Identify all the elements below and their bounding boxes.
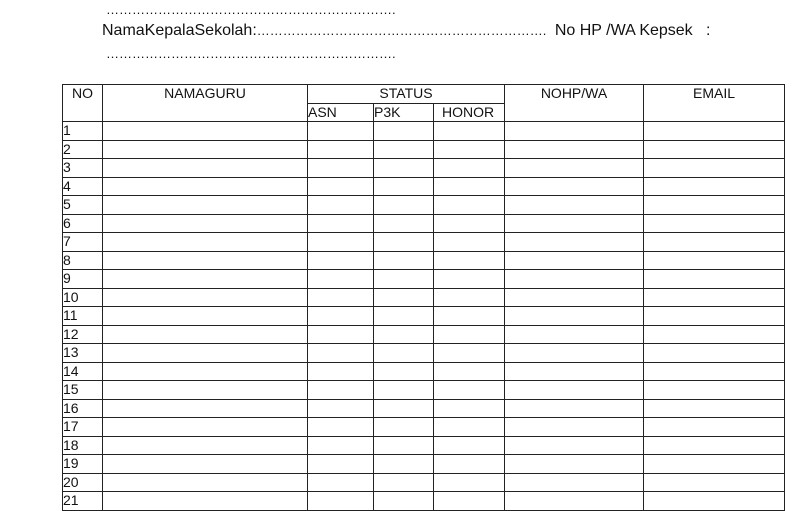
- name-cell[interactable]: [103, 362, 308, 381]
- col-email-header: EMAIL: [644, 85, 785, 122]
- email-cell[interactable]: [644, 418, 785, 437]
- phone-cell[interactable]: [505, 233, 644, 252]
- asn-cell[interactable]: [308, 455, 374, 474]
- asn-cell[interactable]: [308, 140, 374, 159]
- email-cell[interactable]: [644, 325, 785, 344]
- name-cell[interactable]: [103, 399, 308, 418]
- honor-cell[interactable]: [434, 288, 505, 307]
- table-row: [63, 214, 785, 233]
- email-cell[interactable]: [644, 362, 785, 381]
- name-cell[interactable]: [103, 473, 308, 492]
- email-cell[interactable]: [644, 196, 785, 215]
- name-cell[interactable]: [103, 436, 308, 455]
- name-cell[interactable]: [103, 122, 308, 141]
- asn-cell[interactable]: [308, 159, 374, 178]
- name-cell[interactable]: [103, 344, 308, 363]
- table-row: [63, 399, 785, 418]
- email-cell[interactable]: [644, 177, 785, 196]
- p3k-cell[interactable]: [374, 399, 434, 418]
- honor-cell[interactable]: [434, 473, 505, 492]
- row-number: 12: [63, 325, 103, 344]
- honor-cell[interactable]: [434, 214, 505, 233]
- table-row: [63, 381, 785, 400]
- name-cell[interactable]: [103, 418, 308, 437]
- table-row: [63, 455, 785, 474]
- row-number: 9: [63, 270, 103, 289]
- top-dotted-line: ………………………………………………………….: [106, 2, 396, 17]
- table-row: [63, 140, 785, 159]
- email-cell[interactable]: [644, 492, 785, 511]
- email-cell[interactable]: [644, 251, 785, 270]
- phone-cell[interactable]: [505, 251, 644, 270]
- principal-phone-colon: :: [706, 22, 711, 39]
- phone-cell[interactable]: [505, 196, 644, 215]
- table-row: [63, 418, 785, 437]
- phone-cell[interactable]: [505, 159, 644, 178]
- phone-cell[interactable]: [505, 270, 644, 289]
- p3k-cell[interactable]: [374, 344, 434, 363]
- p3k-cell[interactable]: [374, 418, 434, 437]
- asn-cell[interactable]: [308, 492, 374, 511]
- table-row: [63, 492, 785, 511]
- p3k-cell[interactable]: [374, 122, 434, 141]
- honor-cell[interactable]: [434, 455, 505, 474]
- name-cell[interactable]: [103, 214, 308, 233]
- email-cell[interactable]: [644, 140, 785, 159]
- email-cell[interactable]: [644, 270, 785, 289]
- email-cell[interactable]: [644, 159, 785, 178]
- table-row: [63, 473, 785, 492]
- phone-cell[interactable]: [505, 288, 644, 307]
- asn-cell[interactable]: [308, 344, 374, 363]
- honor-cell[interactable]: [434, 159, 505, 178]
- asn-cell[interactable]: [308, 214, 374, 233]
- email-cell[interactable]: [644, 399, 785, 418]
- email-cell[interactable]: [644, 455, 785, 474]
- honor-cell[interactable]: [434, 196, 505, 215]
- asn-cell[interactable]: [308, 325, 374, 344]
- asn-cell[interactable]: [308, 436, 374, 455]
- row-number: 16: [63, 399, 103, 418]
- asn-cell[interactable]: [308, 381, 374, 400]
- bottom-dotted-line[interactable]: ………………………………………………………….: [106, 46, 396, 61]
- honor-cell[interactable]: [434, 492, 505, 511]
- name-cell[interactable]: [103, 492, 308, 511]
- honor-cell[interactable]: [434, 325, 505, 344]
- p3k-cell[interactable]: [374, 177, 434, 196]
- row-number: 17: [63, 418, 103, 437]
- p3k-cell[interactable]: [374, 381, 434, 400]
- row-number: 21: [63, 492, 103, 511]
- phone-cell[interactable]: [505, 362, 644, 381]
- row-number: 20: [63, 473, 103, 492]
- honor-cell[interactable]: [434, 251, 505, 270]
- email-cell[interactable]: [644, 288, 785, 307]
- asn-cell[interactable]: [308, 418, 374, 437]
- honor-cell[interactable]: [434, 381, 505, 400]
- asn-cell[interactable]: [308, 270, 374, 289]
- email-cell[interactable]: [644, 307, 785, 326]
- name-cell[interactable]: [103, 307, 308, 326]
- table-row: [63, 344, 785, 363]
- phone-cell[interactable]: [505, 307, 644, 326]
- asn-cell[interactable]: [308, 307, 374, 326]
- row-number: 4: [63, 177, 103, 196]
- p3k-cell[interactable]: [374, 288, 434, 307]
- asn-cell[interactable]: [308, 473, 374, 492]
- honor-cell[interactable]: [434, 177, 505, 196]
- p3k-cell[interactable]: [374, 455, 434, 474]
- row-number: 11: [63, 307, 103, 326]
- row-number: 7: [63, 233, 103, 252]
- row-number: 19: [63, 455, 103, 474]
- col-p3k-header: P3K: [374, 103, 434, 122]
- asn-cell[interactable]: [308, 362, 374, 381]
- row-number: 8: [63, 251, 103, 270]
- asn-cell[interactable]: [308, 233, 374, 252]
- phone-cell[interactable]: [505, 473, 644, 492]
- phone-cell[interactable]: [505, 418, 644, 437]
- table-row: [63, 288, 785, 307]
- col-phone-header: NOHP/WA: [505, 85, 644, 122]
- col-status-header: STATUS: [308, 85, 505, 104]
- phone-cell[interactable]: [505, 140, 644, 159]
- email-cell[interactable]: [644, 122, 785, 141]
- name-cell[interactable]: [103, 270, 308, 289]
- honor-cell[interactable]: [434, 233, 505, 252]
- row-number: 3: [63, 159, 103, 178]
- p3k-cell[interactable]: [374, 473, 434, 492]
- table-row: [63, 307, 785, 326]
- p3k-cell[interactable]: [374, 325, 434, 344]
- p3k-cell[interactable]: [374, 270, 434, 289]
- p3k-cell[interactable]: [374, 196, 434, 215]
- principal-name-blank[interactable]: ………………………………………………………….: [256, 23, 547, 38]
- honor-cell[interactable]: [434, 436, 505, 455]
- row-number: 15: [63, 381, 103, 400]
- p3k-cell[interactable]: [374, 362, 434, 381]
- principal-name-label: NamaKepalaSekolah:: [102, 22, 257, 39]
- p3k-cell[interactable]: [374, 307, 434, 326]
- table-row: [63, 270, 785, 289]
- name-cell[interactable]: [103, 177, 308, 196]
- table-row: [63, 177, 785, 196]
- p3k-cell[interactable]: [374, 251, 434, 270]
- p3k-cell[interactable]: [374, 214, 434, 233]
- honor-cell[interactable]: [434, 122, 505, 141]
- honor-cell[interactable]: [434, 307, 505, 326]
- email-cell[interactable]: [644, 233, 785, 252]
- honor-cell[interactable]: [434, 399, 505, 418]
- honor-cell[interactable]: [434, 140, 505, 159]
- email-cell[interactable]: [644, 473, 785, 492]
- row-number: 18: [63, 436, 103, 455]
- honor-cell[interactable]: [434, 362, 505, 381]
- phone-cell[interactable]: [505, 381, 644, 400]
- p3k-cell[interactable]: [374, 140, 434, 159]
- principal-phone-label: No HP /WA Kepsek: [554, 22, 693, 39]
- principal-line: [102, 22, 710, 40]
- row-number: 13: [63, 344, 103, 363]
- phone-cell[interactable]: [505, 177, 644, 196]
- table-row: [63, 362, 785, 381]
- table-row: [63, 122, 785, 141]
- honor-cell[interactable]: [434, 344, 505, 363]
- name-cell[interactable]: [103, 288, 308, 307]
- row-number: 2: [63, 140, 103, 159]
- asn-cell[interactable]: [308, 251, 374, 270]
- phone-cell[interactable]: [505, 492, 644, 511]
- table-row: [63, 196, 785, 215]
- name-cell[interactable]: [103, 159, 308, 178]
- row-number: 1: [63, 122, 103, 141]
- email-cell[interactable]: [644, 381, 785, 400]
- p3k-cell[interactable]: [374, 159, 434, 178]
- table-row: [63, 325, 785, 344]
- asn-cell[interactable]: [308, 399, 374, 418]
- table-row: [63, 159, 785, 178]
- asn-cell[interactable]: [308, 122, 374, 141]
- phone-cell[interactable]: [505, 325, 644, 344]
- row-number: 5: [63, 196, 103, 215]
- p3k-cell[interactable]: [374, 436, 434, 455]
- phone-cell[interactable]: [505, 344, 644, 363]
- p3k-cell[interactable]: [374, 492, 434, 511]
- name-cell[interactable]: [103, 196, 308, 215]
- row-number: 14: [63, 362, 103, 381]
- table-row: [63, 251, 785, 270]
- honor-cell[interactable]: [434, 270, 505, 289]
- name-cell[interactable]: [103, 455, 308, 474]
- name-cell[interactable]: [103, 251, 308, 270]
- email-cell[interactable]: [644, 436, 785, 455]
- asn-cell[interactable]: [308, 177, 374, 196]
- asn-cell[interactable]: [308, 196, 374, 215]
- name-cell[interactable]: [103, 325, 308, 344]
- name-cell[interactable]: [103, 140, 308, 159]
- col-asn-header: ASN: [308, 103, 374, 122]
- teacher-table: [62, 84, 785, 511]
- table-body: [63, 122, 785, 511]
- name-cell[interactable]: [103, 381, 308, 400]
- asn-cell[interactable]: [308, 288, 374, 307]
- col-honor-header: HONOR: [434, 103, 505, 122]
- email-cell[interactable]: [644, 344, 785, 363]
- phone-cell[interactable]: [505, 455, 644, 474]
- honor-cell[interactable]: [434, 418, 505, 437]
- p3k-cell[interactable]: [374, 233, 434, 252]
- table-row: [63, 233, 785, 252]
- name-cell[interactable]: [103, 233, 308, 252]
- phone-cell[interactable]: [505, 436, 644, 455]
- col-name-header: NAMAGURU: [103, 85, 308, 122]
- row-number: 6: [63, 214, 103, 233]
- row-number: 10: [63, 288, 103, 307]
- phone-cell[interactable]: [505, 399, 644, 418]
- phone-cell[interactable]: [505, 122, 644, 141]
- phone-cell[interactable]: [505, 214, 644, 233]
- col-no-header: NO: [63, 85, 103, 122]
- email-cell[interactable]: [644, 214, 785, 233]
- table-row: [63, 436, 785, 455]
